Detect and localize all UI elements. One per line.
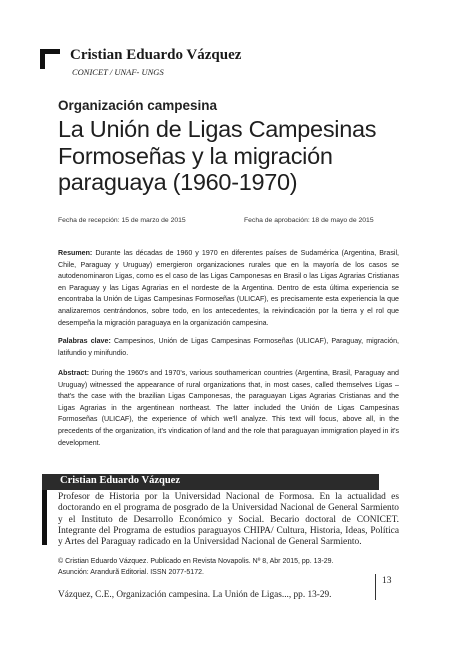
resumen-label: Resumen: [58,249,93,257]
abstract-text: During the 1960's and 1970's, various southamerican countries (Argentina, Brasil, Paraguay and Uruguay) witnessed the appearance of rural organizations that, in most cases, called themselves Ligas –that's the case with the brazilian Ligas Camponesas, the paraguayan Ligas Agrarias Cristianas and the Ligas Agrarias in the argentinean northeast. The latter included the Unión de Ligas Campesinas Formoseñas (ULICAF), the experience of which we'll analyze. This text will focus, above all, in the precedents of the organization, it's vindication of land and the role that paraguayan immigration played in it's development. [58,369,399,447]
section-title: Organización campesina [58,98,218,113]
resumen-text: Durante las décadas de 1960 y 1970 en diferentes países de Sudamérica (Argentina, Brasil, Chile, Paraguay y Uruguay) emergieron organizaciones rurales que en la mayoría de los casos se autodenominaron Ligas, como es el caso de las Ligas Camponesas en Brasil o las Ligas Agrarias Cristianas en Paraguay y las Ligas Agrarias en el nordeste de la Argentina. Dentro de esta última experiencia se encontraba la Unión de Ligas Campesinas Formoseñas (ULICAF), es precisamente esta experiencia la que analizaremos centrándonos, sobre todo, en los antecedentes, la reivindicación por la tierra y el rol que desempeña la migración paraguaya en la organización campesina. [58,249,399,327]
page-number-rule [375,574,376,600]
header-affiliation: CONICET / UNAF- UNGS [72,67,164,77]
bio-author-name: Cristian Eduardo Vázquez [60,475,180,486]
keywords-paragraph [58,336,399,359]
copyright-line-1: © Cristian Eduardo Vázquez. Publicado en Revista Novapolis. Nº 8, Abr 2015, pp. 13-29. [58,558,334,565]
copyright-line-2: Asunción: Arandurã Editorial. ISSN 2077-5172. [58,568,204,576]
keywords-label: Palabras clave: [58,337,111,345]
received-date: Fecha de recepción: 15 de marzo de 2015 [58,217,186,224]
copyright-notice [58,557,418,579]
bio-text: Profesor de Historia por la Universidad Nacional de Formosa. En la actualidad es doctorando en el programa de posgrado de la Universidad Nacional de General Sarmiento y el Instituto de Desarrollo Económico y Social. Becario doctoral de CONICET. Integrante del Programa de estudios paraguayos CHIPA/ Cultura, Historia, Ideas, Política y Artes del Paraguay radicado en la Universidad Nacional de General Sarmiento. [58,492,399,548]
bio-side-rule [42,490,47,545]
keywords-text: Campesinos, Unión de Ligas Campesinas Formoseñas (ULICAF), Paraguay, migración, latifundio y minifundio. [58,337,399,357]
header-author-name: Cristian Eduardo Vázquez [70,47,242,63]
corner-bracket-mark [40,49,60,69]
footer-citation: Vázquez, C.E., Organización campesina. La Unión de Ligas..., pp. 13-29. [58,590,332,600]
abstract-paragraph [58,368,399,449]
approved-date: Fecha de aprobación: 18 de mayo de 2015 [244,217,374,224]
resumen-paragraph [58,248,399,329]
abstract-label: Abstract: [58,369,90,377]
page-number: 13 [382,576,392,586]
article-title: La Unión de Ligas Campesinas Formoseñas y la migración paraguaya (1960-1970) [58,116,377,195]
